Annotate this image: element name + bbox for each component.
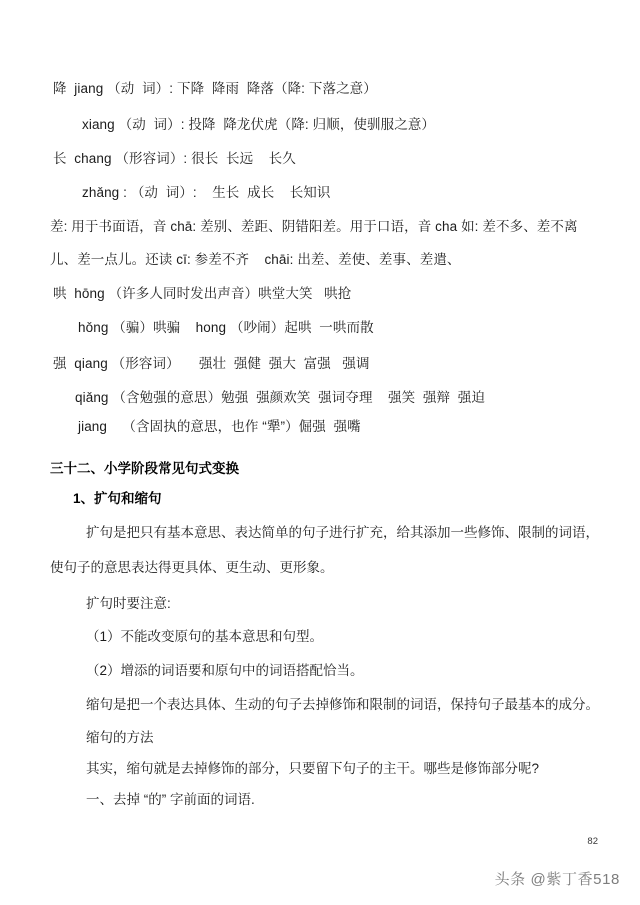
body-paragraph: （2）增添的词语要和原句中的词语搭配恰当。 <box>86 663 364 678</box>
dictionary-entry-line: jiang （含固执的意思，也作 “犟”）倔强 强嘴 <box>78 419 361 434</box>
dictionary-entry-line: 降 jiang （动 词）: 下降 降雨 降落（降: 下落之意） <box>53 81 377 96</box>
dictionary-entry-line: 哄 hōng （许多人同时发出声音）哄堂大笑 哄抢 <box>53 286 352 301</box>
dictionary-entry-line: hǒng （骗）哄骗 hong （吵闹）起哄 一哄而散 <box>78 320 374 335</box>
body-paragraph: 缩句是把一个表达具体、生动的句子去掉修饰和限制的词语，保持句子最基本的成分。 <box>86 697 599 712</box>
page-number: 82 <box>587 836 598 847</box>
dictionary-entry-line: xiang （动 词）: 投降 降龙伏虎（降: 归顺，使驯服之意） <box>82 117 436 132</box>
body-paragraph: 其实，缩句就是去掉修饰的部分，只要留下句子的主干。哪些是修饰部分呢? <box>86 761 540 776</box>
sub-heading: 1、扩句和缩句 <box>73 491 162 506</box>
body-paragraph: 扩句时要注意: <box>86 596 171 611</box>
dictionary-entry-line: 长 chang （形容词）: 很长 长远 长久 <box>53 151 296 166</box>
dictionary-entry-line: qiǎng （含勉强的意思）勉强 强颜欢笑 强词夺理 强笑 强辩 强迫 <box>75 390 485 405</box>
body-paragraph: 缩句的方法 <box>86 730 154 745</box>
dictionary-entry-line: zhǎng : （动 词）: 生长 成长 长知识 <box>82 185 331 200</box>
dictionary-entry-line: 差: 用于书面语，音 chā: 差别、差距、阴错阳差。用于口语，音 cha 如: 差不多、差不离 <box>50 219 578 234</box>
dictionary-entry-line: 儿、差一点儿。还读 cī: 参差不齐 chāi: 出差、差使、差事、差遣、 <box>50 252 461 267</box>
dictionary-entry-line: 强 qiang （形容词） 强壮 强健 强大 富强 强调 <box>53 356 370 371</box>
section-heading: 三十二、小学阶段常见句式变换 <box>50 461 239 476</box>
body-paragraph: （1）不能改变原句的基本意思和句型。 <box>86 629 324 644</box>
body-paragraph: 一、去掉 “的” 字前面的词语. <box>86 792 255 807</box>
body-paragraph: 使句子的意思表达得更具体、更生动、更形象。 <box>50 560 334 575</box>
watermark: 头条 @紫丁香518 <box>494 871 620 888</box>
body-paragraph: 扩句是把只有基本意思、表达简单的句子进行扩充，给其添加一些修饰、限制的词语， <box>86 525 599 540</box>
